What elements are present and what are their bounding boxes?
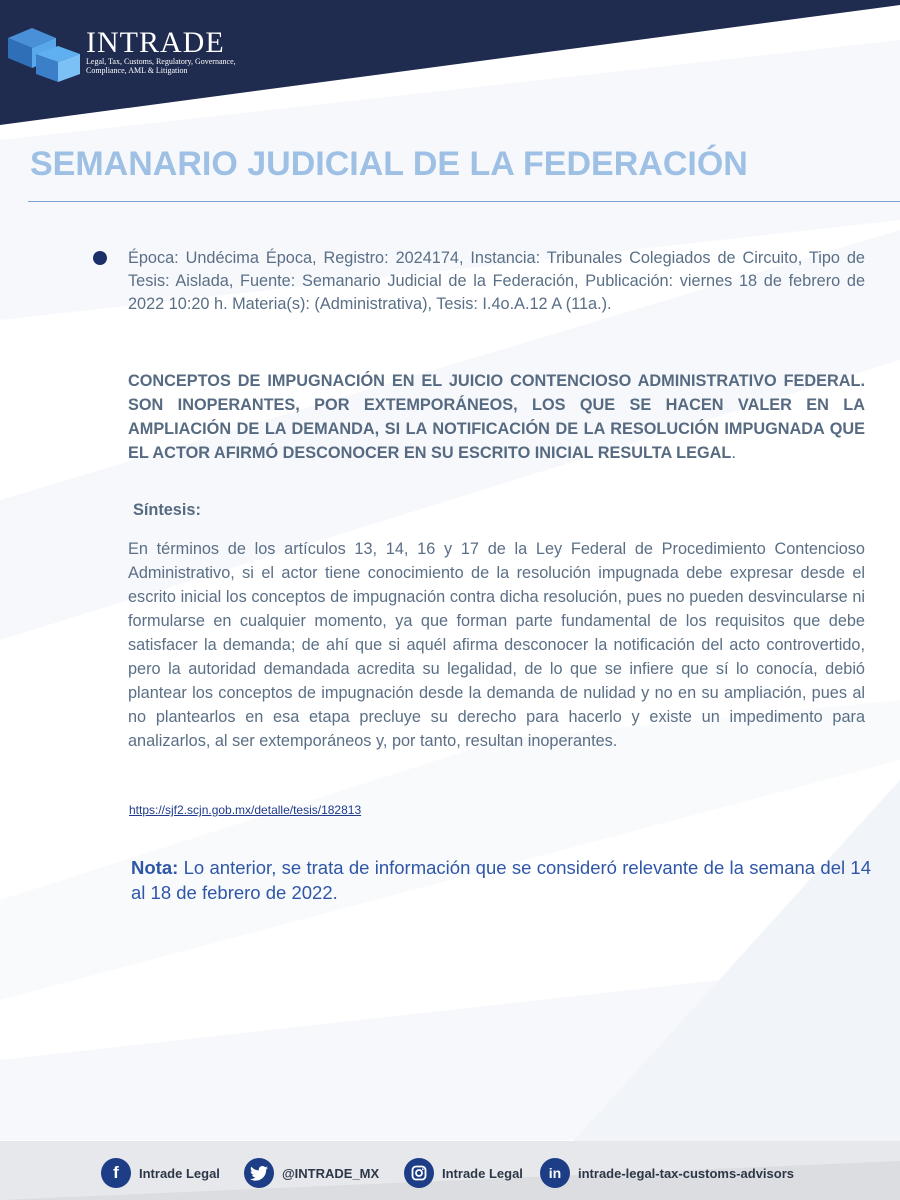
note-label: Nota: [131,857,179,878]
facebook-label: Intrade Legal [139,1165,220,1181]
thesis-heading-period: . [731,444,736,462]
title-divider [28,201,900,202]
note-paragraph [131,855,871,905]
intrade-logo [6,24,84,84]
note-text: Lo anterior, se trata de información que se consideró relevante de la semana del 14 al 18 de febrero de 2022. [131,857,871,903]
synthesis-body: En términos de los artículos 13, 14, 16 y 17 de la Ley Federal de Procedimiento Contencioso Administrativo, si el actor tiene conocimiento de la resolución impugnada debe expresar desde el escrito inicial los conceptos de impugnación contra dicha resolución, pues no pueden desvincularse ni formularse en cualquier momento, ya que forman parte fundamental de los requisitos que debe satisfacer la demanda; de ahí que si aquél afirma desconocer la notificación del acto controvertido, pero la autoridad demandada acredita su legalidad, de lo que se infiere que sí lo conocía, debió plantear los conceptos de impugnación desde la demanda de nulidad y no en su ampliación, pues al no plantearlos en esa etapa precluye su derecho para hacerlo y existe un impedimento para analizarlos, al ser extemporáneos y, por tanto, resultan inoperantes. [128,540,865,750]
twitter-icon [244,1158,274,1188]
source-link[interactable]: https://sjf2.scjn.gob.mx/detalle/tesis/182813 [129,803,362,817]
linkedin-icon: in [540,1158,570,1188]
thesis-heading [128,369,865,465]
bullet-icon [93,251,107,265]
thesis-heading-text: CONCEPTOS DE IMPUGNACIÓN EN EL JUICIO CONTENCIOSO ADMINISTRATIVO FEDERAL. SON INOPERANTES, POR EXTEMPORÁNEOS, LOS QUE SE HACEN VALER EN LA AMPLIACIÓN DE LA DEMANDA, SI LA NOTIFICACIÓN DE LA RESOLUCIÓN IMPUGNADA QUE EL ACTOR AFIRMÓ DESCONOCER EN SU ESCRITO INICIAL RESULTA LEGAL [128,372,865,462]
thesis-metadata: Época: Undécima Época, Registro: 2024174, Instancia: Tribunales Colegiados de Circuito, Tipo de Tesis: Aislada, Fuente: Semanario Judicial de la Federación, Publicación: viernes 18 de febrero de 2022 10:20 h. Materia(s): (Administrativa), Tesis: I.4o.A.12 A (11a.). [128,249,865,313]
synthesis-label: Síntesis: [133,501,201,519]
instagram-icon [404,1158,434,1188]
twitter-label: @INTRADE_MX [282,1165,380,1181]
facebook-icon: f [101,1158,131,1188]
brand-name: INTRADE [86,26,225,59]
instagram-label: Intrade Legal [442,1165,523,1181]
page-title: SEMANARIO JUDICIAL DE LA FEDERACIÓN [30,145,748,183]
footer-facebook[interactable] [101,1158,220,1188]
linkedin-label: intrade-legal-tax-customs-advisors [578,1165,795,1181]
footer-linkedin[interactable] [540,1158,794,1188]
footer-instagram[interactable] [404,1158,523,1188]
footer-twitter[interactable] [244,1158,379,1188]
brand-tagline: Legal, Tax, Customs, Regulatory, Governance, Compliance, AML & Litigation [86,57,236,75]
